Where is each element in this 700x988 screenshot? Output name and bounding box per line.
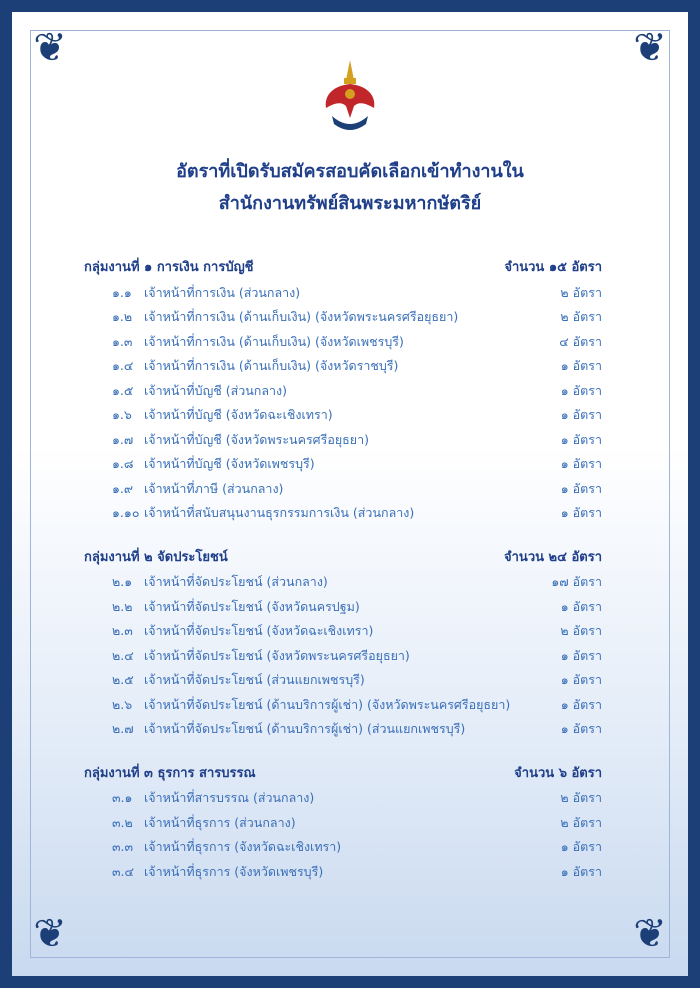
item-count: ๑ อัตรา bbox=[560, 721, 602, 736]
job-group bbox=[84, 762, 602, 885]
item-number: ๑.๑๐ bbox=[112, 505, 140, 520]
position-item bbox=[84, 403, 602, 428]
item-number: ๓.๑ bbox=[112, 790, 133, 805]
position-item bbox=[84, 693, 602, 718]
group-total: จำนวน ๒๔ อัตรา bbox=[504, 549, 602, 565]
position-item bbox=[84, 477, 602, 502]
item-label: เจ้าหน้าที่สนับสนุนงานธุรกรรมการเงิน (ส่วนกลาง) bbox=[144, 505, 415, 520]
item-label: เจ้าหน้าที่การเงิน (ส่วนกลาง) bbox=[144, 284, 301, 300]
item-label: เจ้าหน้าที่การเงิน (ด้านเก็บเงิน) (จังหวัดเพชรบุรี) bbox=[144, 333, 404, 349]
item-number: ๓.๔ bbox=[112, 863, 134, 879]
item-count: ๑ อัตรา bbox=[560, 696, 602, 712]
position-item bbox=[84, 281, 602, 306]
title-line-2: สำนักงานทรัพย์สินพระมหากษัตริย์ bbox=[218, 193, 482, 214]
item-count: ๑ อัตรา bbox=[560, 407, 602, 422]
item-number: ๒.๕ bbox=[112, 672, 134, 687]
position-item bbox=[84, 354, 602, 379]
item-count: ๑ อัตรา bbox=[560, 598, 602, 614]
corner-ornament-icon: ❦ bbox=[633, 25, 667, 71]
corner-ornament-icon: ❦ bbox=[33, 911, 67, 957]
item-number: ๒.๑ bbox=[112, 574, 133, 589]
job-group bbox=[84, 256, 602, 526]
group-header bbox=[84, 256, 602, 281]
position-item bbox=[84, 668, 602, 693]
garuda-emblem-icon bbox=[322, 58, 378, 136]
item-count: ๑ อัตรา bbox=[560, 358, 602, 373]
item-number: ๑.๗ bbox=[112, 431, 134, 447]
group-title: กลุ่มงานที่ ๓ ธุรการ สารบรรณ bbox=[84, 765, 256, 781]
position-item bbox=[84, 860, 602, 885]
item-label: เจ้าหน้าที่ภาษี (ส่วนกลาง) bbox=[144, 480, 284, 496]
item-number: ๒.๔ bbox=[112, 647, 134, 663]
item-label: เจ้าหน้าที่จัดประโยชน์ (ส่วนกลาง) bbox=[144, 574, 328, 589]
item-label: เจ้าหน้าที่บัญชี (จังหวัดเพชรบุรี) bbox=[144, 456, 315, 471]
group-title: กลุ่มงานที่ ๑ การเงิน การบัญชี bbox=[84, 260, 254, 275]
position-item bbox=[84, 305, 602, 330]
item-label: เจ้าหน้าที่จัดประโยชน์ (ด้านบริการผู้เช่า) (จังหวัดพระนครศรีอยุธยา) bbox=[144, 696, 511, 712]
item-label: เจ้าหน้าที่จัดประโยชน์ (ด้านบริการผู้เช่า) (ส่วนแยกเพชรบุรี) bbox=[144, 721, 466, 736]
position-item bbox=[84, 619, 602, 644]
item-count: ๑ อัตรา bbox=[560, 480, 602, 496]
item-label: เจ้าหน้าที่จัดประโยชน์ (ส่วนแยกเพชรบุรี) bbox=[144, 672, 365, 687]
item-number: ๓.๒ bbox=[112, 814, 133, 830]
item-count: ๑ อัตรา bbox=[560, 456, 602, 471]
item-count: ๑ อัตรา bbox=[560, 647, 602, 663]
item-label: เจ้าหน้าที่สารบรรณ (ส่วนกลาง) bbox=[144, 790, 315, 805]
group-title: กลุ่มงานที่ ๒ จัดประโยชน์ bbox=[84, 549, 228, 565]
item-count: ๒ อัตรา bbox=[560, 284, 602, 300]
title-line-1: อัตราที่เปิดรับสมัครสอบคัดเลือกเข้าทำงานใน bbox=[176, 161, 524, 182]
item-count: ๑ อัตรา bbox=[560, 505, 602, 520]
item-number: ๓.๓ bbox=[112, 839, 134, 854]
item-label: เจ้าหน้าที่จัดประโยชน์ (จังหวัดนครปฐม) bbox=[144, 598, 360, 614]
group-header bbox=[84, 546, 602, 571]
item-number: ๑.๔ bbox=[112, 358, 134, 373]
item-number: ๑.๘ bbox=[112, 456, 134, 471]
item-label: เจ้าหน้าที่ธุรการ (จังหวัดฉะเชิงเทรา) bbox=[144, 839, 342, 854]
position-item bbox=[84, 570, 602, 595]
item-label: เจ้าหน้าที่บัญชี (จังหวัดฉะเชิงเทรา) bbox=[144, 407, 333, 422]
corner-ornament-icon: ❦ bbox=[33, 25, 67, 71]
job-group bbox=[84, 546, 602, 742]
item-count: ๑ อัตรา bbox=[560, 672, 602, 687]
item-label: เจ้าหน้าที่การเงิน (ด้านเก็บเงิน) (จังหวัดพระนครศรีอยุธยา) bbox=[144, 309, 459, 324]
group-total: จำนวน ๖ อัตรา bbox=[514, 765, 602, 781]
item-number: ๑.๑ bbox=[112, 284, 132, 300]
position-item bbox=[84, 501, 602, 526]
item-label: เจ้าหน้าที่ธุรการ (ส่วนกลาง) bbox=[144, 814, 296, 830]
position-item bbox=[84, 428, 602, 453]
item-count: ๒ อัตรา bbox=[560, 790, 602, 805]
item-number: ๑.๕ bbox=[112, 382, 134, 398]
item-number: ๑.๓ bbox=[112, 333, 133, 349]
item-count: ๑ อัตรา bbox=[560, 839, 602, 854]
position-item bbox=[84, 835, 602, 860]
position-item bbox=[84, 811, 602, 836]
item-number: ๒.๗ bbox=[112, 721, 134, 736]
item-label: เจ้าหน้าที่บัญชี (จังหวัดพระนครศรีอยุธยา) bbox=[144, 431, 369, 447]
item-count: ๑ อัตรา bbox=[560, 382, 602, 398]
item-label: เจ้าหน้าที่จัดประโยชน์ (จังหวัดฉะเชิงเทรา) bbox=[144, 623, 374, 638]
item-number: ๒.๓ bbox=[112, 623, 133, 638]
item-count: ๒ อัตรา bbox=[560, 814, 602, 830]
position-item bbox=[84, 595, 602, 620]
item-count: ๑ อัตรา bbox=[560, 863, 602, 879]
item-number: ๑.๒ bbox=[112, 309, 133, 324]
item-count: ๒ อัตรา bbox=[560, 309, 602, 324]
position-item bbox=[84, 717, 602, 742]
position-item bbox=[84, 330, 602, 355]
position-item bbox=[84, 644, 602, 669]
item-number: ๒.๖ bbox=[112, 696, 133, 712]
group-total: จำนวน ๑๕ อัตรา bbox=[504, 260, 602, 275]
item-label: เจ้าหน้าที่จัดประโยชน์ (จังหวัดพระนครศรีอยุธยา) bbox=[144, 647, 410, 663]
item-count: ๑ อัตรา bbox=[560, 431, 602, 447]
item-label: เจ้าหน้าที่บัญชี (ส่วนกลาง) bbox=[144, 382, 287, 398]
group-header bbox=[84, 762, 602, 787]
item-label: เจ้าหน้าที่การเงิน (ด้านเก็บเงิน) (จังหวัดราชบุรี) bbox=[144, 358, 399, 373]
item-count: ๔ อัตรา bbox=[559, 333, 602, 349]
item-number: ๑.๖ bbox=[112, 407, 132, 422]
corner-ornament-icon: ❦ bbox=[633, 911, 667, 957]
position-item bbox=[84, 452, 602, 477]
item-number: ๒.๒ bbox=[112, 598, 133, 614]
position-item bbox=[84, 786, 602, 811]
item-count: ๒ อัตรา bbox=[560, 623, 602, 638]
position-item bbox=[84, 379, 602, 404]
item-count: ๑๗ อัตรา bbox=[551, 574, 602, 589]
item-number: ๑.๙ bbox=[112, 480, 134, 496]
item-label: เจ้าหน้าที่ธุรการ (จังหวัดเพชรบุรี) bbox=[144, 863, 324, 879]
positions-list bbox=[84, 256, 602, 904]
